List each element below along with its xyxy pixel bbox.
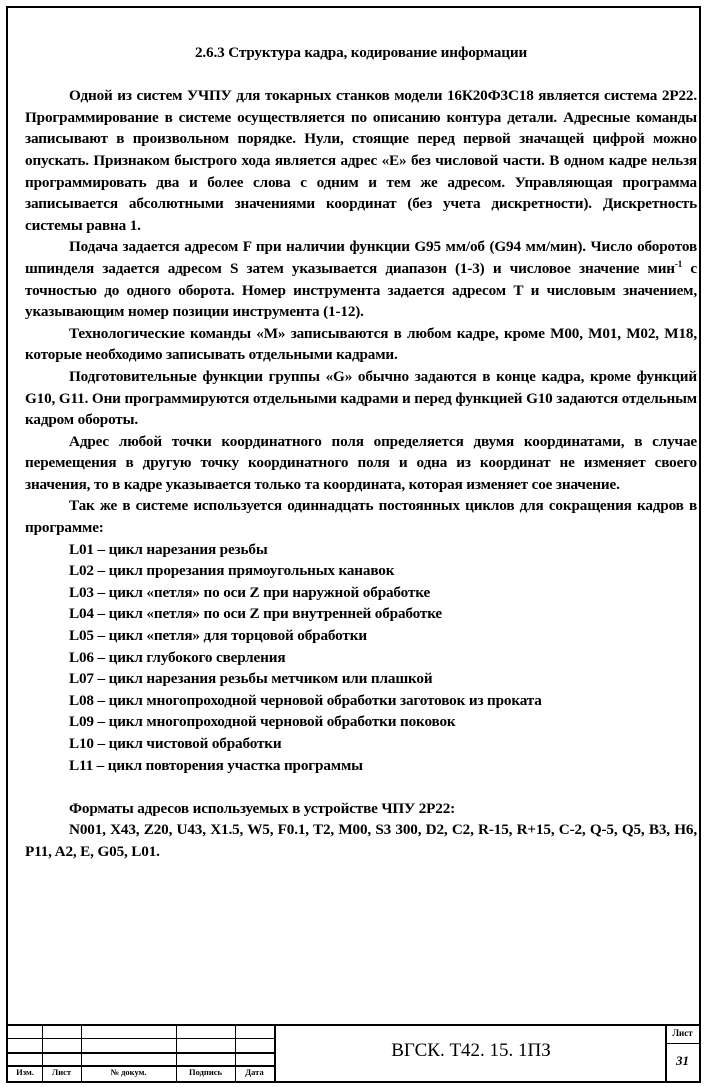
sheet-number: 31 bbox=[676, 1053, 689, 1068]
section-title: 2.6.3 Структура кадра, кодирование информации bbox=[194, 44, 528, 61]
stamp-col-label: Дата bbox=[245, 1067, 264, 1077]
list-item: L07 – цикл нарезания резьбы метчиком или плашкой bbox=[69, 670, 433, 688]
paragraph: Так же в системе используется одиннадцать постоянных циклов для сокращения кадров в программе: bbox=[25, 497, 697, 537]
paragraph-text: Подача задается адресом F при наличии функции G95 мм/об (G94 мм/мин). Число оборотов шпинделя задается адресом S затем указывается диапазон (1-3) и числовое значение мин bbox=[25, 238, 697, 277]
paragraph bbox=[25, 236, 697, 322]
list-item: L03 – цикл «петля» по оси Z при наружной обработке bbox=[69, 583, 431, 601]
stamp-line bbox=[665, 1043, 699, 1044]
list-item: L10 – цикл чистовой обработки bbox=[69, 735, 282, 752]
sheet-label: Лист bbox=[672, 1028, 693, 1038]
stamp-col-label: Лист bbox=[51, 1067, 72, 1077]
formats-label: Форматы адресов используемых в устройстве ЧПУ 2Р22: bbox=[69, 799, 456, 817]
formats-text: N001, X43, Z20, U43, X1.5, W5, F0.1, T2, M00, S3 300, D2, C2, R-15, R+15, C-2, Q-5, Q5, B3, H6, P11, A2, E, G05, L01. bbox=[25, 821, 697, 860]
document-body bbox=[25, 42, 697, 863]
paragraph: Адрес любой точки координатного поля определяется двумя координатами, в случае перемещения в другую точку координатного поля и одна из координат не изменяет своего значения, то в кадре указывается только та координата, которая изменяет сое значение. bbox=[25, 432, 697, 493]
list-item: L01 – цикл нарезания резьбы bbox=[69, 540, 268, 558]
title-block bbox=[8, 1024, 699, 1081]
list-item: L06 – цикл глубокого сверления bbox=[69, 648, 286, 666]
paragraph: Технологические команды «М» записываются в любом кадре, кроме М00, М01, М02, М18, которые необходимо записывать отдельными кадрами. bbox=[25, 324, 697, 364]
cycles-list bbox=[25, 539, 697, 777]
list-item: L08 – цикл многопроходной черновой обработки заготовок из проката bbox=[69, 691, 542, 709]
spacer bbox=[25, 776, 697, 798]
stamp-col-label: Подпись bbox=[189, 1067, 222, 1077]
stamp-col-label: Изм. bbox=[16, 1067, 34, 1077]
document-code: ВГСК. Т42. 15. 1ПЗ bbox=[391, 1040, 551, 1061]
superscript: -1 bbox=[674, 258, 683, 269]
document-page bbox=[6, 6, 701, 1083]
list-item: L09 – цикл многопроходной черновой обработки поковок bbox=[69, 713, 456, 731]
list-item: L02 – цикл прорезания прямоугольных канавок bbox=[69, 562, 395, 580]
list-item: L11 – цикл повторения участка программы bbox=[69, 756, 363, 774]
paragraph: Подготовительные функции группы «G» обычно задаются в конце кадра, кроме функций G10, G11. Они программируются отдельными кадрами и перед функцией G10 задаются отдельным кадром обороты. bbox=[25, 367, 697, 429]
paragraph: Одной из систем УЧПУ для токарных станков модели 16К20Ф3С18 является система 2Р22. Программирование в системе осуществляется по описанию контура детали. Адресные команды записывают в произвольном порядке. Нули, стоящие перед первой значащей цифрой можно опускать. Признаком быстрого хода является адрес «Е» без числовой части. В одном кадре нельзя программировать два и более слова с одним и тем же адресом. Управляющая программа записывается абсолютными значениями координат (без учета дискретности). Дискретность системы равна 1. bbox=[25, 87, 697, 234]
paragraph-text: с точностью до одного оборота. Номер инструмента задается адресом Т и числовым значением, указывающим номер позиции инструмента (1-12). bbox=[25, 259, 697, 321]
stamp-col-label: № докум. bbox=[110, 1067, 147, 1077]
list-item: L04 – цикл «петля» по оси Z при внутренней обработке bbox=[69, 605, 443, 623]
list-item: L05 – цикл «петля» для торцовой обработки bbox=[69, 627, 367, 645]
